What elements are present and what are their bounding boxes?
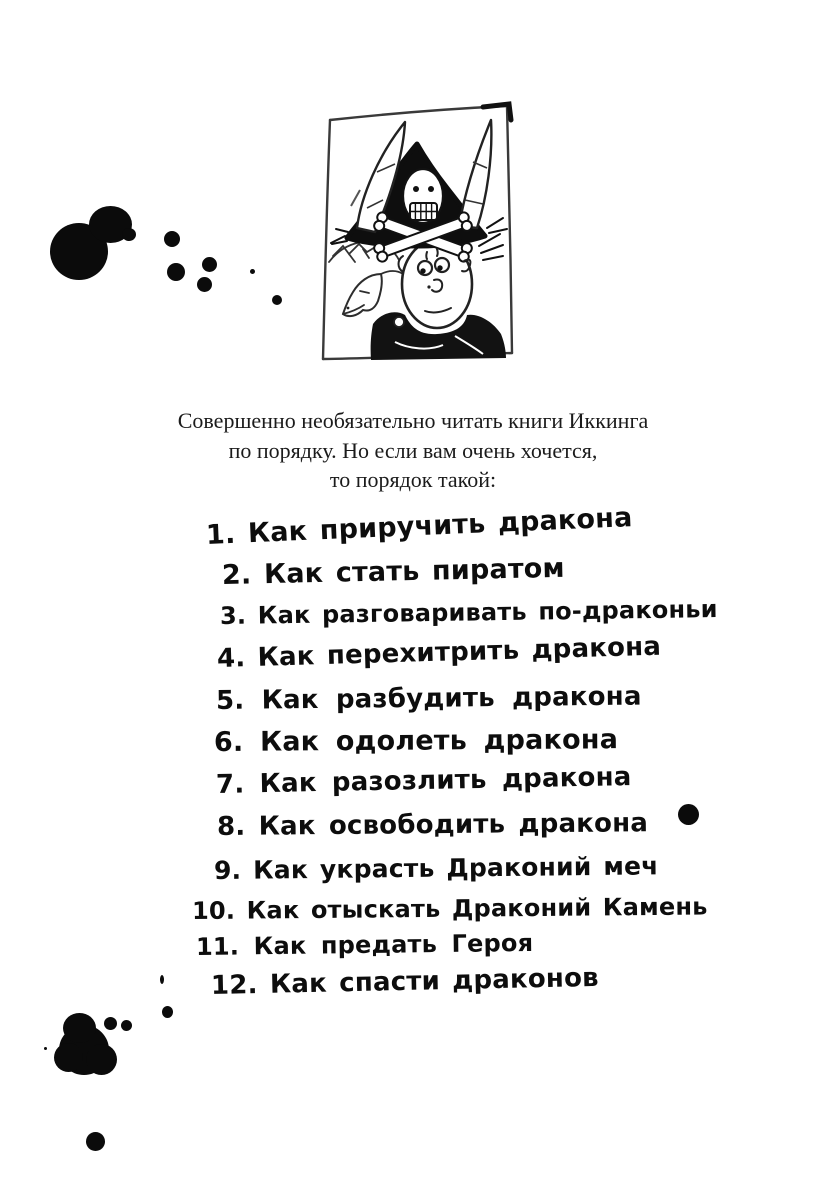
book-list-item-7: 7. Как разозлить дракона — [215, 762, 632, 800]
book-list-item-2: 2. Как стать пиратом — [221, 552, 566, 591]
intro-line: Совершенно необязательно читать книги Иккинга — [177, 408, 649, 433]
book-list-item-6: 6. Как одолеть дракона — [213, 724, 619, 758]
book-list-item-9: 9. Как украсть Драконий меч — [213, 851, 659, 885]
book-list-item-4: 4. Как перехитрить дракона — [216, 631, 662, 674]
book-list-item-10: 10. Как отыскать Драконий Камень — [191, 892, 708, 925]
book-list-item-1: 1. Как приручить дракона — [205, 502, 634, 551]
book-list-item-5: 5. Как разбудить дракона — [215, 681, 642, 716]
intro-line: то порядок такой: — [329, 467, 497, 492]
book-list-item-3: 3. Как разговаривать по-драконьи — [219, 595, 718, 630]
book-list-item-12: 12. Как спасти драконов — [210, 962, 600, 1001]
book-list-item-11: 11. Как предать Героя — [195, 928, 534, 961]
intro-line: по порядку. Но если вам очень хочется, — [228, 437, 598, 463]
book-list-item-8: 8. Как освободить дракона — [216, 808, 649, 842]
